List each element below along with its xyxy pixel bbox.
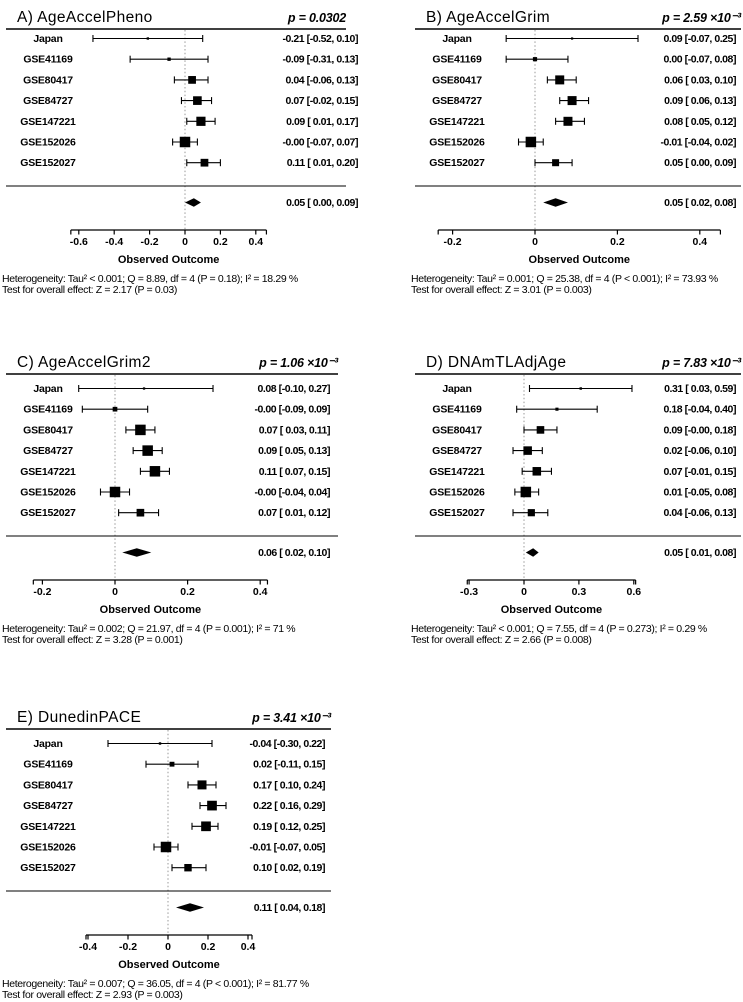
- estimate-label: 0.09 [ 0.01, 0.17]: [286, 115, 358, 128]
- effect-box: [180, 137, 191, 148]
- x-tick-label: 0: [532, 236, 538, 248]
- study-label: GSE80417: [23, 779, 73, 792]
- x-tick-label: -0.4: [78, 941, 98, 953]
- effect-box: [571, 37, 573, 39]
- effect-box: [528, 509, 535, 516]
- effect-box: [137, 509, 145, 517]
- overall-effect-text: Test for overall effect: Z = 2.93 (P = 0.003): [2, 989, 183, 1001]
- effect-box: [537, 426, 545, 434]
- estimate-label: 0.00 [-0.07, 0.08]: [663, 53, 736, 66]
- x-tick-label: -0.2: [140, 236, 159, 248]
- x-tick-label: 0.2: [610, 236, 625, 248]
- p-value-label: p = 3.41 ×10⁻³: [252, 711, 331, 725]
- study-label: GSE152027: [20, 157, 76, 170]
- study-label: GSE80417: [432, 74, 482, 87]
- effect-box: [193, 96, 202, 105]
- x-axis-title: Observed Outcome: [528, 254, 631, 266]
- study-row: [432, 424, 736, 436]
- heterogeneity-text: Heterogeneity: Tau² = 0.002; Q = 21.97, df = 4 (P = 0.001); I² = 71 %: [2, 623, 296, 635]
- panel-C: [0, 347, 372, 647]
- estimate-label: 0.17 [ 0.10, 0.24]: [253, 779, 325, 792]
- study-label: GSE152026: [429, 136, 485, 149]
- study-row: [23, 74, 358, 86]
- effect-box: [533, 57, 537, 61]
- effect-box: [526, 137, 537, 148]
- estimate-label: 0.04 [-0.06, 0.13]: [285, 74, 358, 87]
- study-row: [20, 137, 358, 149]
- study-row: [429, 157, 736, 169]
- heterogeneity-text: Heterogeneity: Tau² = 0.007; Q = 36.05, df = 4 (P < 0.001); I² = 81.77 %: [2, 978, 309, 990]
- study-row: [429, 507, 736, 519]
- summary-diamond: [543, 198, 568, 206]
- study-label: GSE152026: [429, 486, 485, 499]
- estimate-label: 0.09 [-0.00, 0.18]: [663, 424, 736, 437]
- p-value-label: p = 7.83 ×10⁻³: [662, 356, 741, 370]
- study-label: GSE41169: [23, 53, 73, 66]
- estimate-label: -0.01 [-0.07, 0.05]: [249, 841, 325, 854]
- effect-box: [147, 37, 149, 39]
- effect-box: [521, 487, 532, 498]
- study-row: [442, 33, 736, 45]
- study-row: [33, 33, 358, 45]
- study-label: Japan: [33, 33, 63, 45]
- summary-estimate-label: 0.05 [ 0.02, 0.08]: [664, 197, 736, 209]
- estimate-label: 0.06 [ 0.03, 0.10]: [664, 74, 736, 87]
- study-row: [20, 507, 330, 519]
- x-tick-label: 0.4: [692, 236, 708, 248]
- estimate-label: 0.08 [-0.10, 0.27]: [257, 383, 330, 395]
- p-value-label: p = 1.06 ×10⁻³: [259, 356, 338, 370]
- summary-diamond: [526, 548, 539, 556]
- x-tick-label: -0.2: [33, 586, 52, 598]
- study-row: [442, 383, 736, 395]
- p-value-label: p = 2.59 ×10⁻³: [662, 11, 741, 25]
- study-label: GSE41169: [432, 53, 482, 66]
- study-row: [23, 424, 330, 436]
- overall-effect-text: Test for overall effect: Z = 3.28 (P = 0.001): [2, 634, 183, 646]
- effect-box: [161, 842, 172, 853]
- study-label: Japan: [442, 33, 472, 45]
- effect-box: [110, 487, 121, 498]
- estimate-label: -0.21 [-0.52, 0.10]: [282, 33, 358, 45]
- study-row: [432, 54, 736, 66]
- estimate-label: 0.09 [ 0.05, 0.13]: [258, 445, 330, 458]
- summary-diamond: [185, 198, 201, 206]
- summary-diamond: [122, 548, 151, 556]
- estimate-label: 0.18 [-0.04, 0.40]: [663, 403, 736, 416]
- effect-box: [198, 780, 207, 789]
- heterogeneity-text: Heterogeneity: Tau² < 0.001; Q = 8.89, df = 4 (P = 0.18); I² = 18.29 %: [2, 273, 298, 285]
- study-row: [20, 116, 358, 128]
- study-label: GSE152027: [20, 862, 76, 875]
- study-row: [20, 842, 325, 854]
- study-label: GSE41169: [432, 403, 482, 416]
- effect-box: [159, 742, 161, 744]
- x-tick-label: -0.3: [460, 586, 479, 598]
- study-row: [432, 74, 736, 86]
- estimate-label: -0.01 [-0.04, 0.02]: [660, 136, 736, 149]
- overall-effect-text: Test for overall effect: Z = 3.01 (P = 0.003): [411, 284, 592, 296]
- study-label: GSE152027: [429, 507, 485, 520]
- study-row: [429, 137, 736, 149]
- effect-box: [150, 466, 161, 477]
- effect-box: [201, 821, 211, 831]
- study-row: [429, 487, 736, 499]
- estimate-label: 0.09 [-0.07, 0.25]: [663, 33, 736, 45]
- estimate-label: 0.01 [-0.05, 0.08]: [663, 486, 736, 499]
- x-tick-label: 0: [521, 586, 527, 598]
- study-row: [23, 54, 358, 66]
- effect-box: [568, 96, 577, 105]
- effect-box: [580, 387, 582, 389]
- x-tick-label: 0.4: [248, 236, 264, 248]
- estimate-label: 0.05 [ 0.00, 0.09]: [664, 157, 736, 170]
- effect-box: [523, 446, 532, 455]
- x-tick-label: -0.6: [69, 236, 88, 248]
- summary-diamond: [176, 903, 204, 911]
- study-label: GSE80417: [432, 424, 482, 437]
- study-label: GSE152027: [429, 157, 485, 170]
- summary-estimate-label: 0.05 [ 0.01, 0.08]: [664, 547, 736, 559]
- study-label: GSE152026: [20, 136, 76, 149]
- x-tick-label: 0: [182, 236, 188, 248]
- x-tick-label: -0.2: [118, 941, 138, 953]
- estimate-label: 0.07 [ 0.01, 0.12]: [258, 507, 330, 520]
- study-label: GSE147221: [20, 465, 76, 478]
- effect-box: [563, 117, 572, 126]
- panel-D: [372, 347, 743, 647]
- study-row: [20, 466, 330, 478]
- x-tick-label: -0.2: [443, 236, 462, 248]
- study-label: GSE147221: [429, 465, 485, 478]
- x-axis-title: Observed Outcome: [99, 604, 202, 616]
- p-value-label: p = 0.0302: [287, 11, 346, 25]
- x-axis-title: Observed Outcome: [117, 254, 220, 266]
- x-tick-label: 0.2: [200, 941, 216, 953]
- study-row: [33, 738, 325, 750]
- estimate-label: 0.31 [ 0.03, 0.59]: [664, 383, 736, 395]
- estimate-label: 0.02 [-0.11, 0.15]: [253, 758, 325, 771]
- effect-box: [135, 425, 146, 436]
- study-row: [20, 157, 358, 169]
- study-label: Japan: [33, 738, 63, 750]
- x-tick-label: 0.4: [240, 941, 256, 953]
- x-tick-label: -0.4: [105, 236, 124, 248]
- study-label: GSE84727: [432, 95, 482, 108]
- effect-box: [533, 467, 542, 476]
- estimate-label: 0.08 [ 0.05, 0.12]: [664, 115, 736, 128]
- study-row: [20, 821, 325, 833]
- study-label: GSE84727: [23, 800, 73, 813]
- study-label: GSE152026: [20, 486, 76, 499]
- heterogeneity-text: Heterogeneity: Tau² < 0.001; Q = 7.55, df = 4 (P = 0.273); I² = 0.29 %: [411, 623, 707, 635]
- estimate-label: -0.00 [-0.09, 0.09]: [254, 403, 330, 416]
- effect-box: [167, 58, 170, 61]
- study-label: GSE84727: [23, 95, 73, 108]
- estimate-label: -0.00 [-0.07, 0.07]: [282, 136, 358, 149]
- panel-B: [372, 2, 743, 302]
- x-tick-label: 0.6: [626, 586, 642, 598]
- x-tick-label: 0.2: [213, 236, 228, 248]
- x-axis-title: Observed Outcome: [500, 604, 603, 616]
- summary-estimate-label: 0.11 [ 0.04, 0.18]: [253, 902, 325, 914]
- x-tick-label: 0: [112, 586, 118, 598]
- summary-estimate-label: 0.05 [ 0.00, 0.09]: [286, 197, 358, 209]
- summary-estimate-label: 0.06 [ 0.02, 0.10]: [258, 547, 330, 559]
- estimate-label: -0.09 [-0.31, 0.13]: [282, 53, 358, 66]
- study-label: GSE84727: [23, 445, 73, 458]
- x-tick-label: 0.4: [252, 586, 268, 598]
- panel-title: A) AgeAccelPheno: [17, 9, 153, 26]
- x-tick-label: 0: [165, 941, 171, 953]
- effect-box: [170, 762, 175, 767]
- effect-box: [113, 407, 118, 412]
- estimate-label: 0.22 [ 0.16, 0.29]: [253, 800, 325, 813]
- x-tick-label: 0.3: [571, 586, 587, 598]
- study-row: [429, 466, 736, 478]
- panel-A: [0, 2, 372, 302]
- overall-effect-text: Test for overall effect: Z = 2.66 (P = 0.008): [411, 634, 592, 646]
- estimate-label: 0.10 [ 0.02, 0.19]: [253, 862, 325, 875]
- x-tick-label: 0.2: [180, 586, 195, 598]
- study-row: [23, 759, 325, 771]
- study-row: [33, 383, 330, 395]
- study-label: GSE84727: [432, 445, 482, 458]
- estimate-label: 0.02 [-0.06, 0.10]: [663, 445, 736, 458]
- estimate-label: 0.07 [-0.02, 0.15]: [285, 95, 358, 108]
- effect-box: [552, 159, 559, 166]
- study-row: [23, 800, 325, 812]
- study-row: [20, 487, 330, 499]
- estimate-label: 0.19 [ 0.12, 0.25]: [253, 820, 325, 833]
- estimate-label: -0.00 [-0.04, 0.04]: [254, 486, 330, 499]
- study-row: [429, 116, 736, 128]
- estimate-label: 0.07 [ 0.03, 0.11]: [258, 424, 330, 437]
- effect-box: [196, 117, 205, 126]
- effect-box: [207, 801, 217, 811]
- study-label: Japan: [442, 383, 472, 395]
- effect-box: [188, 76, 196, 84]
- effect-box: [143, 387, 145, 389]
- estimate-label: 0.09 [ 0.06, 0.13]: [664, 95, 736, 108]
- study-row: [432, 445, 736, 457]
- estimate-label: 0.07 [-0.01, 0.15]: [663, 465, 736, 478]
- effect-box: [555, 408, 558, 411]
- estimate-label: 0.11 [ 0.01, 0.20]: [286, 157, 358, 170]
- overall-effect-text: Test for overall effect: Z = 2.17 (P = 0.03): [2, 284, 178, 296]
- effect-box: [555, 75, 564, 84]
- study-label: GSE41169: [23, 758, 73, 771]
- study-label: GSE147221: [20, 820, 76, 833]
- study-row: [432, 404, 736, 416]
- panel-E: [0, 702, 372, 1002]
- study-row: [20, 862, 325, 874]
- panel-title: C) AgeAccelGrim2: [17, 354, 151, 371]
- study-row: [23, 95, 358, 107]
- study-row: [23, 779, 325, 791]
- panel-title: D) DNAmTLAdjAge: [426, 354, 567, 371]
- study-label: GSE80417: [23, 74, 73, 87]
- effect-box: [184, 864, 191, 871]
- study-row: [432, 95, 736, 107]
- x-axis-title: Observed Outcome: [118, 959, 220, 971]
- estimate-label: 0.04 [-0.06, 0.13]: [663, 507, 736, 520]
- study-label: GSE152026: [20, 841, 76, 854]
- effect-box: [142, 445, 153, 456]
- study-label: GSE152027: [20, 507, 76, 520]
- study-label: GSE41169: [23, 403, 73, 416]
- study-label: GSE147221: [20, 115, 76, 128]
- study-label: GSE147221: [429, 115, 485, 128]
- estimate-label: -0.04 [-0.30, 0.22]: [249, 738, 325, 750]
- study-label: GSE80417: [23, 424, 73, 437]
- panel-title: B) AgeAccelGrim: [426, 9, 551, 26]
- panel-title: E) DunedinPACE: [17, 709, 142, 726]
- study-row: [23, 404, 330, 416]
- estimate-label: 0.11 [ 0.07, 0.15]: [258, 465, 330, 478]
- heterogeneity-text: Heterogeneity: Tau² = 0.001; Q = 25.38, df = 4 (P < 0.001); I² = 73.93 %: [411, 273, 718, 285]
- study-row: [23, 445, 330, 457]
- effect-box: [201, 159, 209, 167]
- study-label: Japan: [33, 383, 63, 395]
